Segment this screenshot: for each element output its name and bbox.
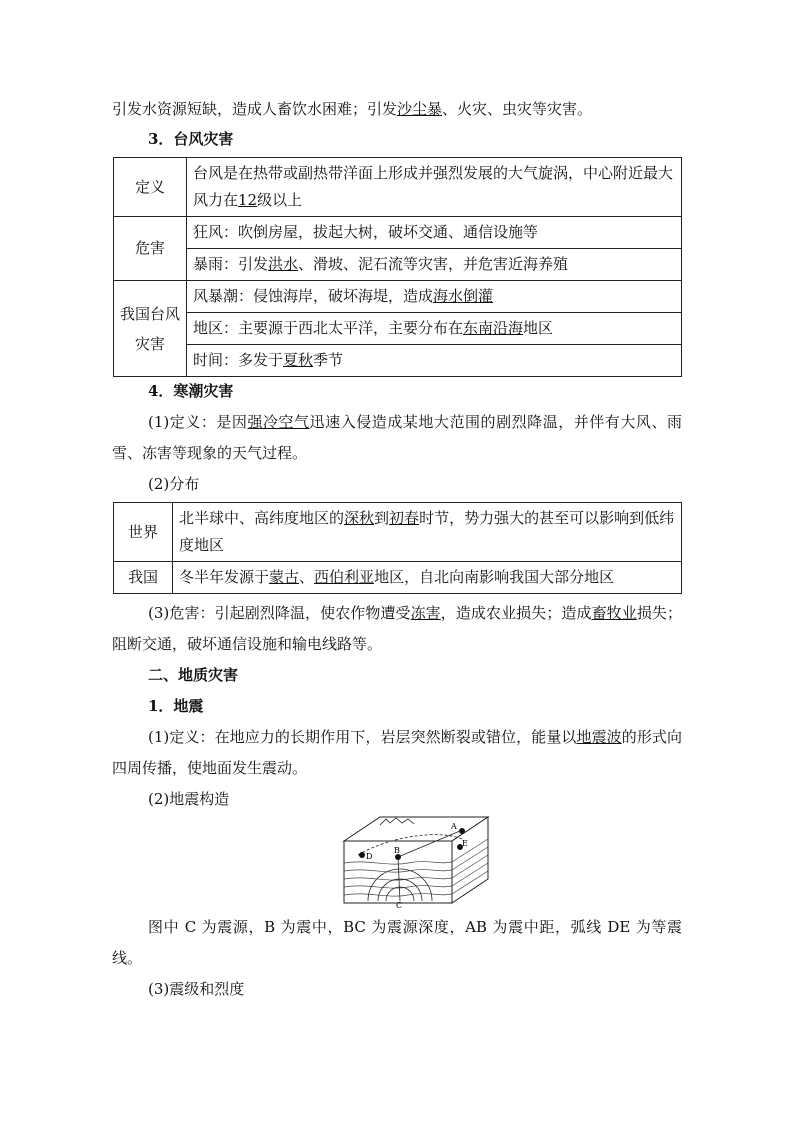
typhoon-harm-rain: 暴雨：引发洪水、滑坡、泥石流等灾害，并危害近海养殖: [187, 249, 682, 281]
earthquake-block-diagram: [338, 815, 494, 909]
paragraph-cold-harm: (3)危害：引起剧烈降温，使农作物遭受冻害，造成农业损失；造成畜牧业损失；阻断交通，破坏通信设施和输电线路等。: [112, 604, 682, 653]
label-b: B: [394, 846, 400, 855]
cold-china-label: 我国: [114, 562, 173, 594]
typhoon-def-label: 定义: [114, 158, 187, 217]
label-a: A: [451, 822, 457, 831]
cold-wave-table: [113, 502, 682, 594]
heading-cold-wave: 4．寒潮灾害: [148, 382, 234, 400]
label-c: C: [396, 901, 403, 909]
paragraph-earthquake-description: 图中 C 为震源，B 为震中，BC 为震源深度，AB 为震中距，弧线 DE 为等震线。: [112, 918, 682, 967]
typhoon-china-time: 时间：多发于夏秋季节: [187, 345, 682, 377]
label-d: D: [366, 852, 373, 861]
heading-typhoon: 3．台风灾害: [148, 130, 234, 148]
typhoon-table: [113, 157, 682, 377]
paragraph-earthquake-structure: (2)地震构造: [148, 790, 230, 808]
paragraph-drought-effects: 引发水资源短缺，造成人畜饮水困难；引发沙尘暴、火灾、虫灾等灾害。: [112, 100, 593, 118]
typhoon-china-surge: 风暴潮：侵蚀海岸，破坏海堤，造成海水倒灌: [187, 281, 682, 313]
label-e: E: [462, 839, 468, 848]
typhoon-harm-wind: 狂风：吹倒房屋，拔起大树，破坏交通、通信设施等: [187, 217, 682, 249]
cold-world-label: 世界: [114, 503, 173, 562]
typhoon-def-text: 台风是在热带或副热带洋面上形成并强烈发展的大气旋涡，中心附近最大风力在12级以上: [187, 158, 682, 217]
heading-earthquake: 1．地震: [148, 697, 204, 715]
cold-china-text: 冬半年发源于蒙古、西伯利亚地区，自北向南影响我国大部分地区: [173, 562, 682, 594]
paragraph-earthquake-definition: (1)定义：在地应力的长期作用下，岩层突然断裂或错位，能量以地震波的形式向四周传播，使地面发生震动。: [112, 728, 682, 777]
paragraph-magnitude-intensity: (3)震级和烈度: [148, 980, 245, 998]
paragraph-cold-distribution: (2)分布: [148, 475, 200, 493]
typhoon-china-label: 我国台风灾害: [114, 281, 187, 377]
typhoon-china-region: 地区：主要源于西北太平洋，主要分布在东南沿海地区: [187, 313, 682, 345]
paragraph-cold-definition: (1)定义：是因强冷空气迅速入侵造成某地大范围的剧烈降温，并伴有大风、雨雪、冻害等现象的天气过程。: [112, 413, 682, 462]
typhoon-harm-label: 危害: [114, 217, 187, 281]
cold-world-text: 北半球中、高纬度地区的深秋到初春时节，势力强大的甚至可以影响到低纬度地区: [173, 503, 682, 562]
heading-geological-disasters: 二、地质灾害: [148, 666, 239, 684]
